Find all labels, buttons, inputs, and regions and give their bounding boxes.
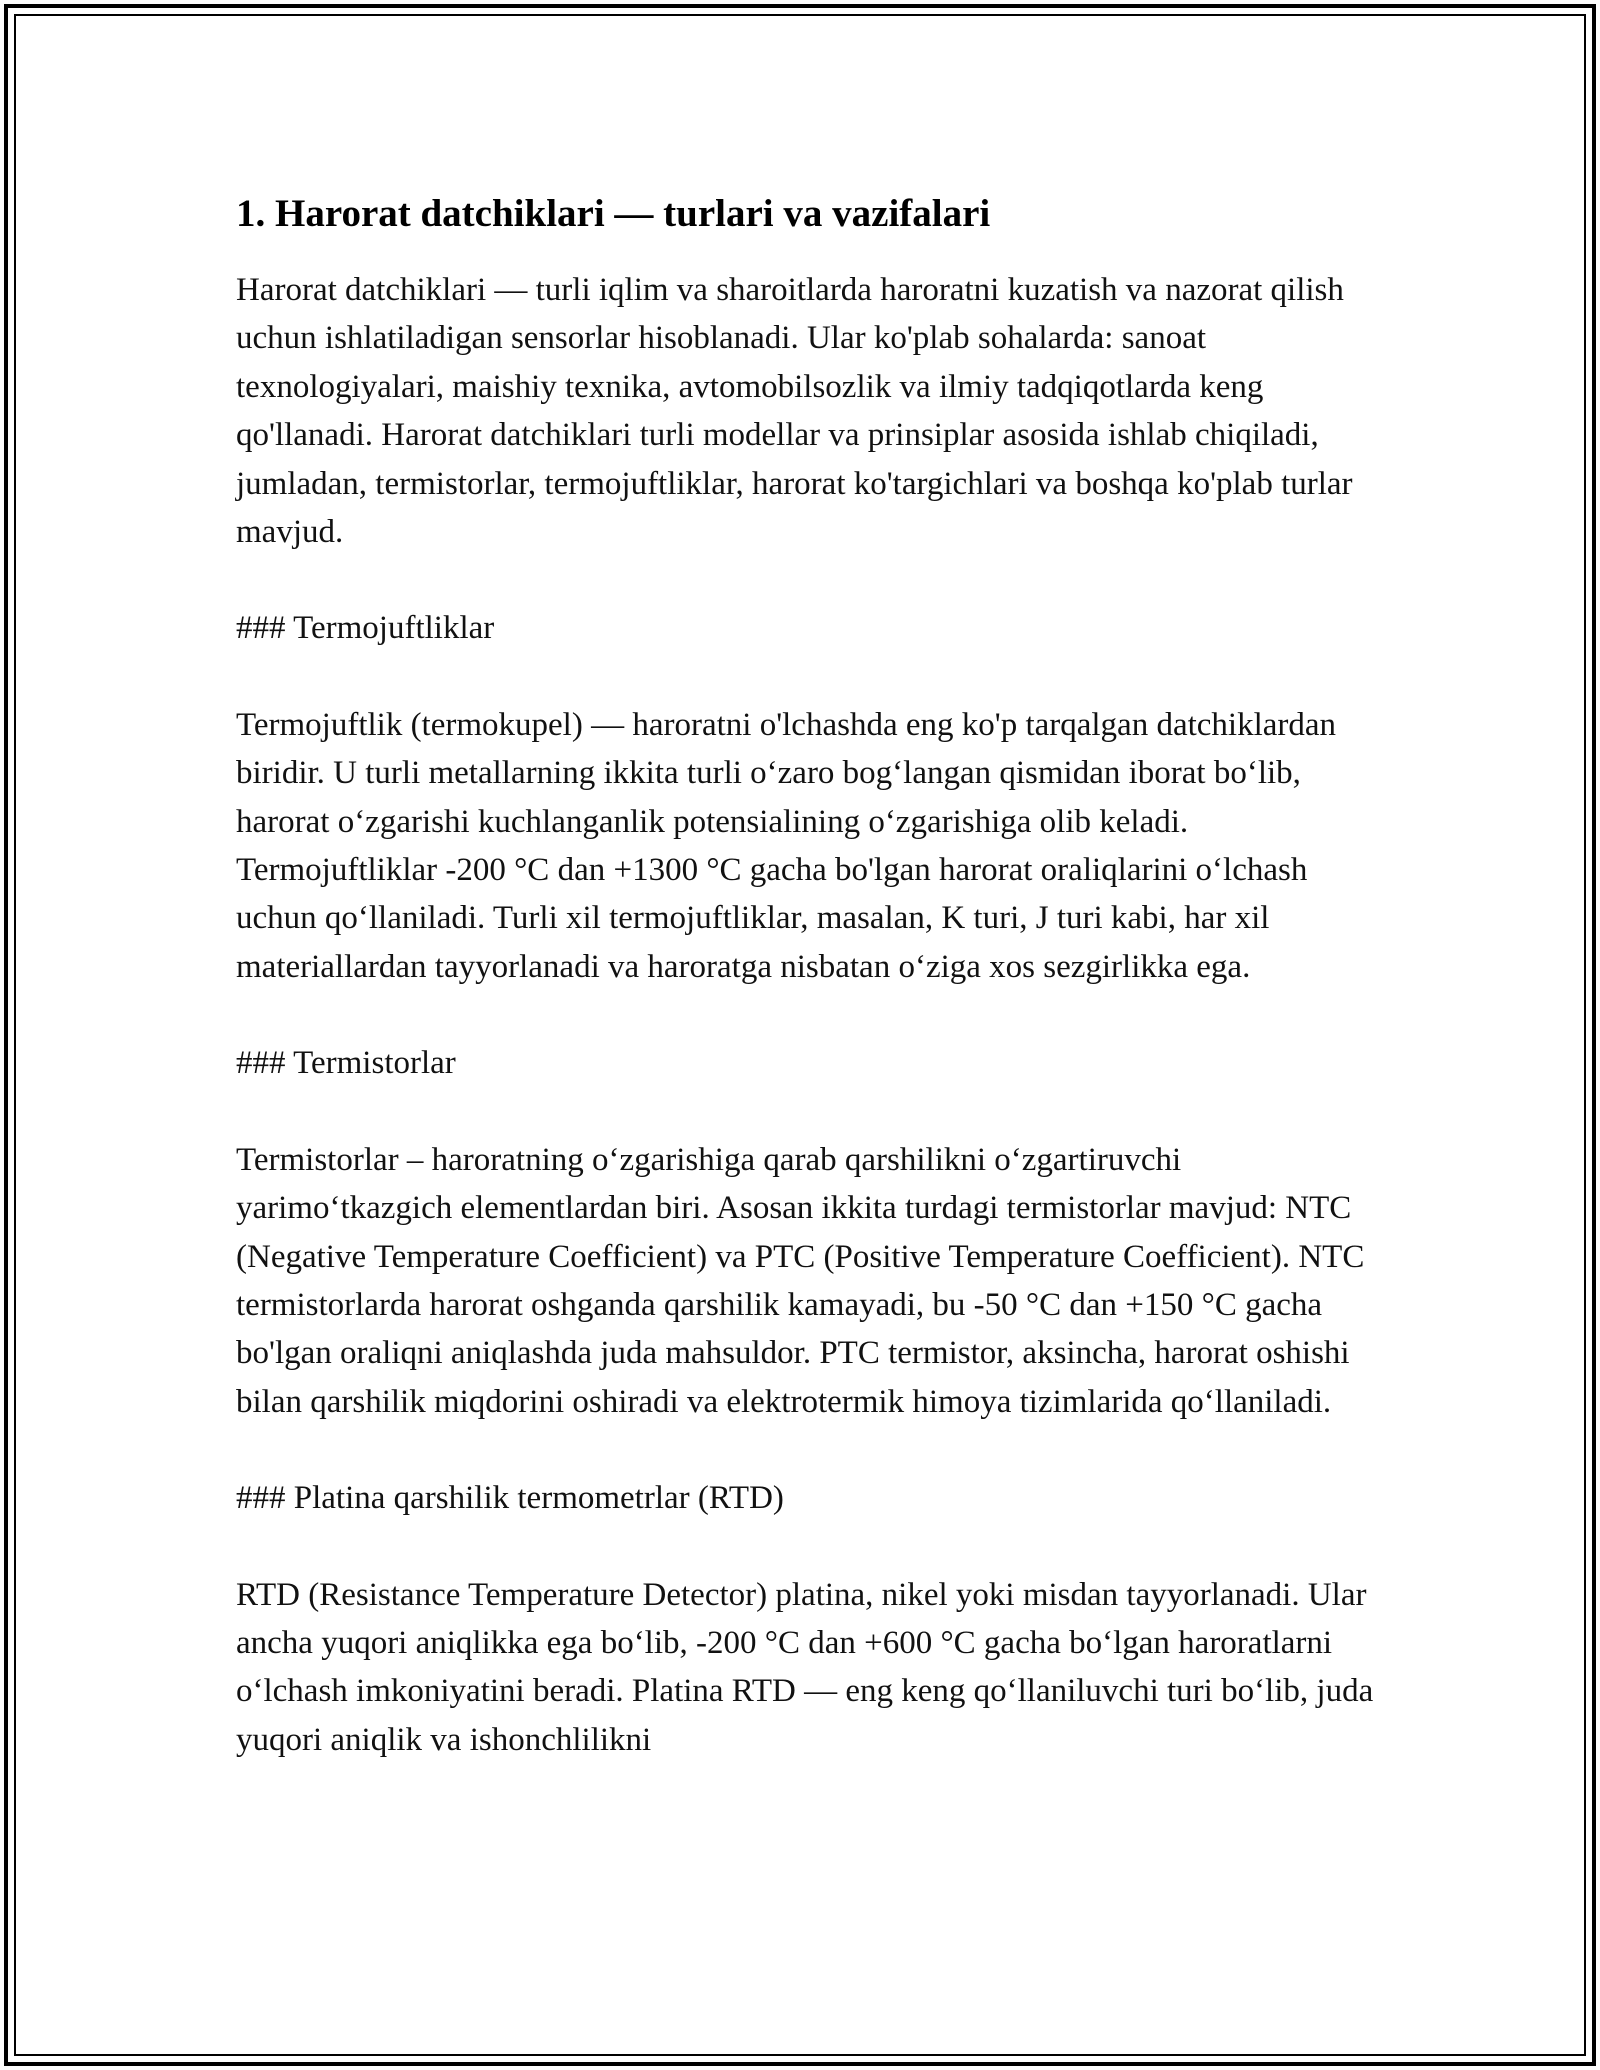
- paragraph-spacer: [236, 653, 1376, 701]
- paragraph-spacer: [236, 991, 1376, 1039]
- paragraph-spacer: [236, 1523, 1376, 1571]
- section-body-termojuftliklar: Termojuftlik (termokupel) — haroratni o'lchashda eng ko'p tarqalgan datchiklardan biridir. U turli metallarning ikkita turli o‘zaro bog‘langan qismidan iborat bo‘lib, harorat o‘zgarishi kuchlanganlik potensialining o‘zgarishiga olib keladi. Termojuftliklar -200 °C dan +1300 °C gacha bo'lgan harorat oraliqlarini o‘lchash uchun qo‘llaniladi. Turli xil termojuftliklar, masalan, K turi, J turi kabi, har xil materiallardan tayyorlanadi va haroratga nisbatan o‘ziga xos sezgirlikka ega.: [236, 706, 1337, 985]
- paragraph-spacer: [236, 1088, 1376, 1136]
- section-heading-rtd: ### Platina qarshilik termometrlar (RTD): [236, 1480, 784, 1517]
- section-body-termistorlar: Termistorlar – haroratning o‘zgarishiga qarab qarshilikni o‘zgartiruvchi yarimo‘tkazgich elementlardan biri. Asosan ikkita turdagi termistorlar mavjud: NTC (Negative Temperature Coefficient) va PTC (Positive Temperature Coefficient). NTC termistorlarda harorat oshganda qarshilik kamayadi, bu -50 °C dan +150 °C gacha bo'lgan oraliqni aniqlashda juda mahsuldor. PTC termistor, aksincha, harorat oshishi bilan qarshilik miqdorini oshiradi va elektrotermik himoya tizimlarida qo‘llaniladi.: [236, 1141, 1365, 1420]
- document-page: [236, 188, 1376, 1764]
- intro-paragraph: Harorat datchiklari — turli iqlim va sharoitlarda haroratni kuzatish va nazorat qilish uchun ishlatiladigan sensorlar hisoblanadi. Ular ko'plab sohalarda: sanoat texnologiyalari, maishiy texnika, avtomobilsozlik va ilmiy tadqiqotlarda keng qo'llanadi. Harorat datchiklari turli modellar va prinsiplar asosida ishlab chiqiladi, jumladan, termistorlar, termojuftliklar, harorat ko'targichlari va boshqa ko'plab turlar mavjud.: [236, 272, 1353, 551]
- section-heading-termojuftliklar: ### Termojuftliklar: [236, 610, 495, 647]
- paragraph-spacer: [236, 1426, 1376, 1474]
- section-heading-termistorlar: ### Termistorlar: [236, 1045, 456, 1082]
- document-title: 1. Harorat datchiklari — turlari va vazifalari: [236, 192, 991, 235]
- paragraph-spacer: [236, 556, 1376, 604]
- section-body-rtd: RTD (Resistance Temperature Detector) platina, nikel yoki misdan tayyorlanadi. Ular ancha yuqori aniqlikka ega bo‘lib, -200 °C dan +600 °C gacha bo‘lgan haroratlarni o‘lchash imkoniyatini beradi. Platina RTD — eng keng qo‘llaniluvchi turi bo‘lib, juda yuqori aniqlik va ishonchlilikni: [236, 1576, 1374, 1758]
